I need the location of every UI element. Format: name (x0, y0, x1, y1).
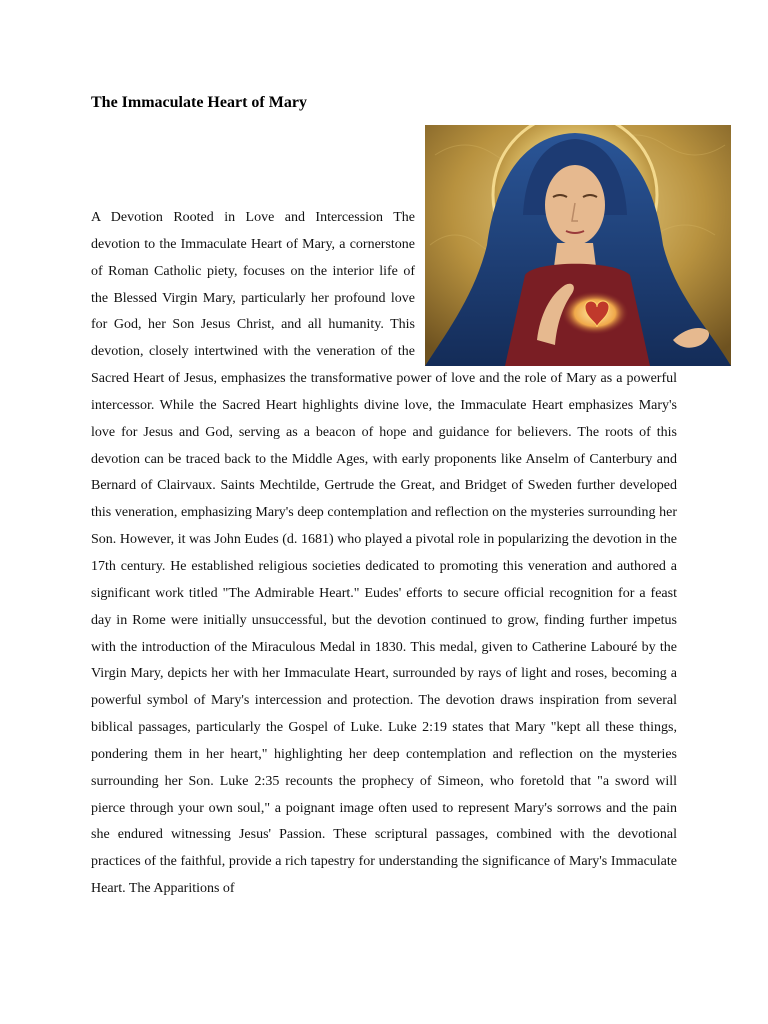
virgin-mary-painting-image (425, 125, 731, 366)
article-paragraph: A Devotion Rooted in Love and Intercession The devotion to the Immaculate Heart of Mary, a cornerstone of Roman Catholic piety, focuses on the interior life of the Blessed Virgin Mary, particularly her profound love for God, her Son Jesus Christ, and all humanity. This devotion, closely intertwined with the veneration of the Sacred Heart of Jesus, emphasizes the transformative power of love and the role of Mary as a powerful intercessor. While the Sacred Heart highlights divine love, the Immaculate Heart emphasizes Mary's love for Jesus and God, serving as a beacon of hope and guidance for believers. The roots of this devotion can be traced back to the Middle Ages, with early proponents like Anselm of Canterbury and Bernard of Clairvaux. Saints Mechtilde, Gertrude the Great, and Bridget of Sweden further developed this veneration, emphasizing Mary's deep contemplation and reflection on the mysteries surrounding her Son. However, it was John Eudes (d. 1681) who played a pivotal role in popularizing the devotion in the 17th century. He established religious societies dedicated to promoting this veneration and authored a significant work titled "The Admirable Heart." Eudes' efforts to secure official recognition for a feast day in Rome were initially unsuccessful, but the devotion continued to grow, finding further impetus with the introduction of the Miraculous Medal in 1830. This medal, given to Catherine Labouré by the Virgin Mary, depicts her with her Immaculate Heart, surrounded by rays of light and roses, becoming a powerful symbol of Mary's intercession and protection. The devotion draws inspiration from several biblical passages, particularly the Gospel of Luke. Luke 2:19 states that Mary "kept all these things, pondering them in her heart," highlighting her deep contemplation and reflection on the mysteries surrounding her Son. Luke 2:35 recounts the prophecy of Simeon, who foretold that "a sword will pierce through your own soul," a poignant image often used to represent Mary's sorrows and the pain she endured witnessing Jesus' Passion. These scriptural passages, combined with the devotional practices of the faithful, provide a rich tapestry for understanding the significance of Mary's Immaculate Heart. The Apparitions of (91, 210, 677, 897)
page-title: The Immaculate Heart of Mary (91, 94, 307, 111)
article-body (91, 205, 677, 903)
